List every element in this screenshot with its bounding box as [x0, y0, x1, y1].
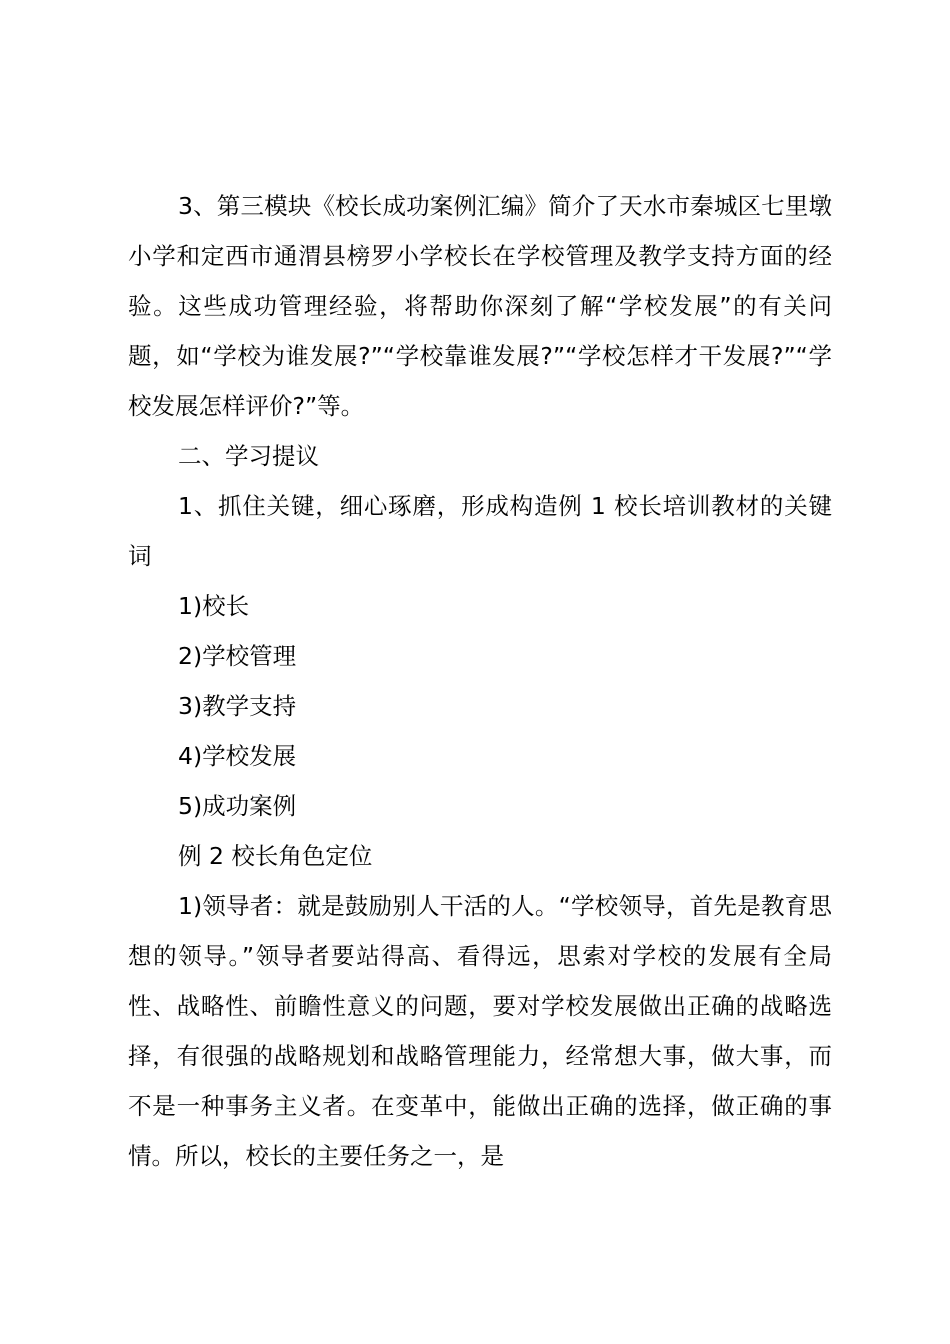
paragraph-leader-role: 1)领导者：就是鼓励别人干活的人。“学校领导，首先是教育思想的领导。”领导者要站得高、看得远，思索对学校的发展有全局性、战略性、前瞻性意义的问题，要对学校发展做出正确的战略选择，有很强的战略规划和战略管理能力，经常想大事，做大事，而不是一种事务主义者。在变革中，能做出正确的选择，做正确的事情。所以，校长的主要任务之一，是 [128, 892, 832, 1170]
list-item-school-development: 4)学校发展 [178, 742, 297, 770]
list-item-teaching-support: 3)教学支持 [178, 692, 297, 720]
paragraph-key-points: 1、抓住关键，细心琢磨，形成构造例 1 校长培训教材的关键词 [128, 492, 832, 570]
list-item-principal: 1)校长 [178, 592, 250, 620]
document-body [128, 181, 832, 1181]
list-item-success-cases: 5)成功案例 [178, 792, 297, 820]
paragraph-module-three: 3、第三模块《校长成功案例汇编》简介了天水市秦城区七里墩小学和定西市通渭县榜罗小学校长在学校管理及教学支持方面的经验。这些成功管理经验，将帮助你深刻了解“学校发展”的有关问题，如“学校为谁发展?”“学校靠谁发展?”“学校怎样才干发展?”“学校发展怎样评价?”等。 [128, 192, 832, 420]
heading-study-suggestions: 二、学习提议 [178, 442, 319, 470]
list-item-school-management: 2)学校管理 [178, 642, 297, 670]
example-two-heading: 例 2 校长角色定位 [178, 842, 373, 870]
